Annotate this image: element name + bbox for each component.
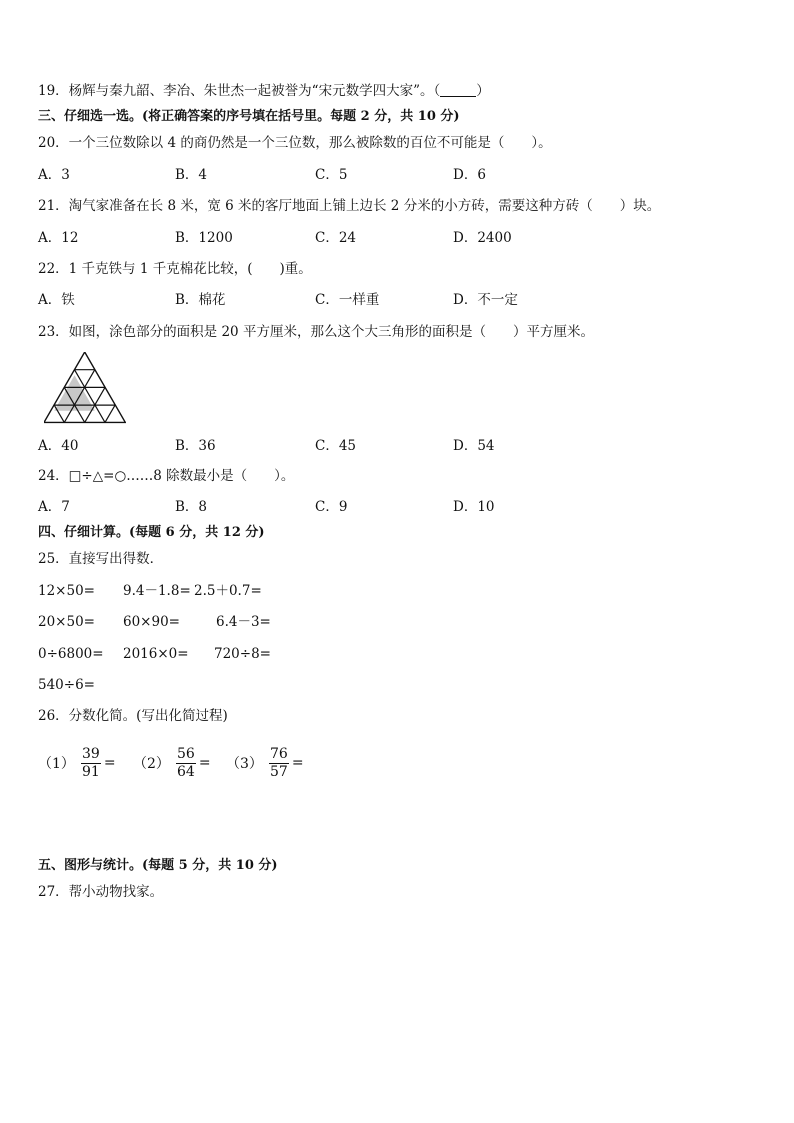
option-a: A．40 [38,438,79,454]
option-b: B．棉花 [175,292,226,308]
question-26-text: 26．分数化简。(写出化简过程) [38,708,228,724]
question-19-close: ） [476,83,490,99]
calc-item: 6.4－3= [216,614,271,630]
calc-item: 2.5＋0.7= [194,583,262,599]
calc-item: 540÷6= [38,677,95,693]
calc-item: 60×90= [123,614,180,630]
option-c: C．5 [315,167,348,183]
option-a: A．7 [38,499,70,515]
fraction-label: （3） [226,756,263,772]
calc-item: 9.4－1.8= [123,583,191,599]
fraction-item [226,743,304,783]
equals-sign: = [198,755,211,771]
fraction [269,746,289,781]
fraction-label: （1） [38,756,75,772]
option-a: A．3 [38,167,70,183]
calc-item: 0÷6800= [38,646,104,662]
triangle-figure [44,352,126,424]
option-a: A．12 [38,230,79,246]
equals-sign: = [291,755,304,771]
calc-item: 720÷8= [214,646,271,662]
option-c: C．一样重 [315,292,380,308]
option-c: C．45 [315,438,357,454]
option-d: D．6 [453,167,486,183]
calc-item: 2016×0= [123,646,189,662]
option-d: D．10 [453,499,495,515]
denominator: 91 [82,763,100,780]
question-25-text: 25．直接写出得数． [38,551,164,567]
calc-item: 20×50= [38,614,95,630]
calc-item: 12×50= [38,583,95,599]
question-27-text: 27．帮小动物找家。 [38,884,164,900]
option-d: D．不一定 [453,292,518,308]
shaded-triangle [64,375,84,393]
option-b: B．36 [175,438,216,454]
denominator: 64 [177,763,195,780]
option-b: B．8 [175,499,208,515]
numerator: 56 [177,745,195,762]
option-c: C．9 [315,499,348,515]
numerator: 39 [82,745,100,762]
question-23-text: 23．如图，涂色部分的面积是 20 平方厘米，那么这个大三角形的面积是（ ）平方厘米。 [38,324,594,340]
section-5-heading: 五、图形与统计。(每题 5 分，共 10 分) [38,858,278,873]
question-24-text: 24．□÷△=○……8 除数最小是（ ）。 [38,468,295,484]
denominator: 57 [270,763,288,780]
option-c: C．24 [315,230,357,246]
option-d: D．54 [453,438,495,454]
fraction-item [133,743,211,783]
question-22-text: 22．1 千克铁与 1 千克棉花比较，( )重。 [38,261,312,277]
question-19 [38,82,490,100]
option-b: B．1200 [175,230,233,246]
fraction-item [38,743,116,783]
option-a: A．铁 [38,292,75,308]
option-d: D．2400 [453,230,512,246]
section-3-heading: 三、仔细选一选。(将正确答案的序号填在括号里。每题 2 分，共 10 分) [38,109,460,124]
section-4-heading: 四、仔细计算。(每题 6 分，共 12 分) [38,525,265,540]
option-b: B．4 [175,167,208,183]
question-19-text: 19．杨辉与秦九韶、李冶、朱世杰一起被誉为“宋元数学四大家”。（ [38,83,441,99]
answer-blank[interactable] [440,83,476,97]
equals-sign: = [103,755,116,771]
fraction-label: （2） [133,756,170,772]
fraction [81,746,101,781]
fraction [176,746,196,781]
question-20-text: 20．一个三位数除以 4 的商仍然是一个三位数，那么被除数的百位不可能是（ ）。 [38,135,552,151]
numerator: 76 [270,745,288,762]
question-21-text: 21．淘气家准备在长 8 米，宽 6 米的客厅地面上铺上边长 2 分米的小方砖，需要这种方砖（ ）块。 [38,198,661,214]
